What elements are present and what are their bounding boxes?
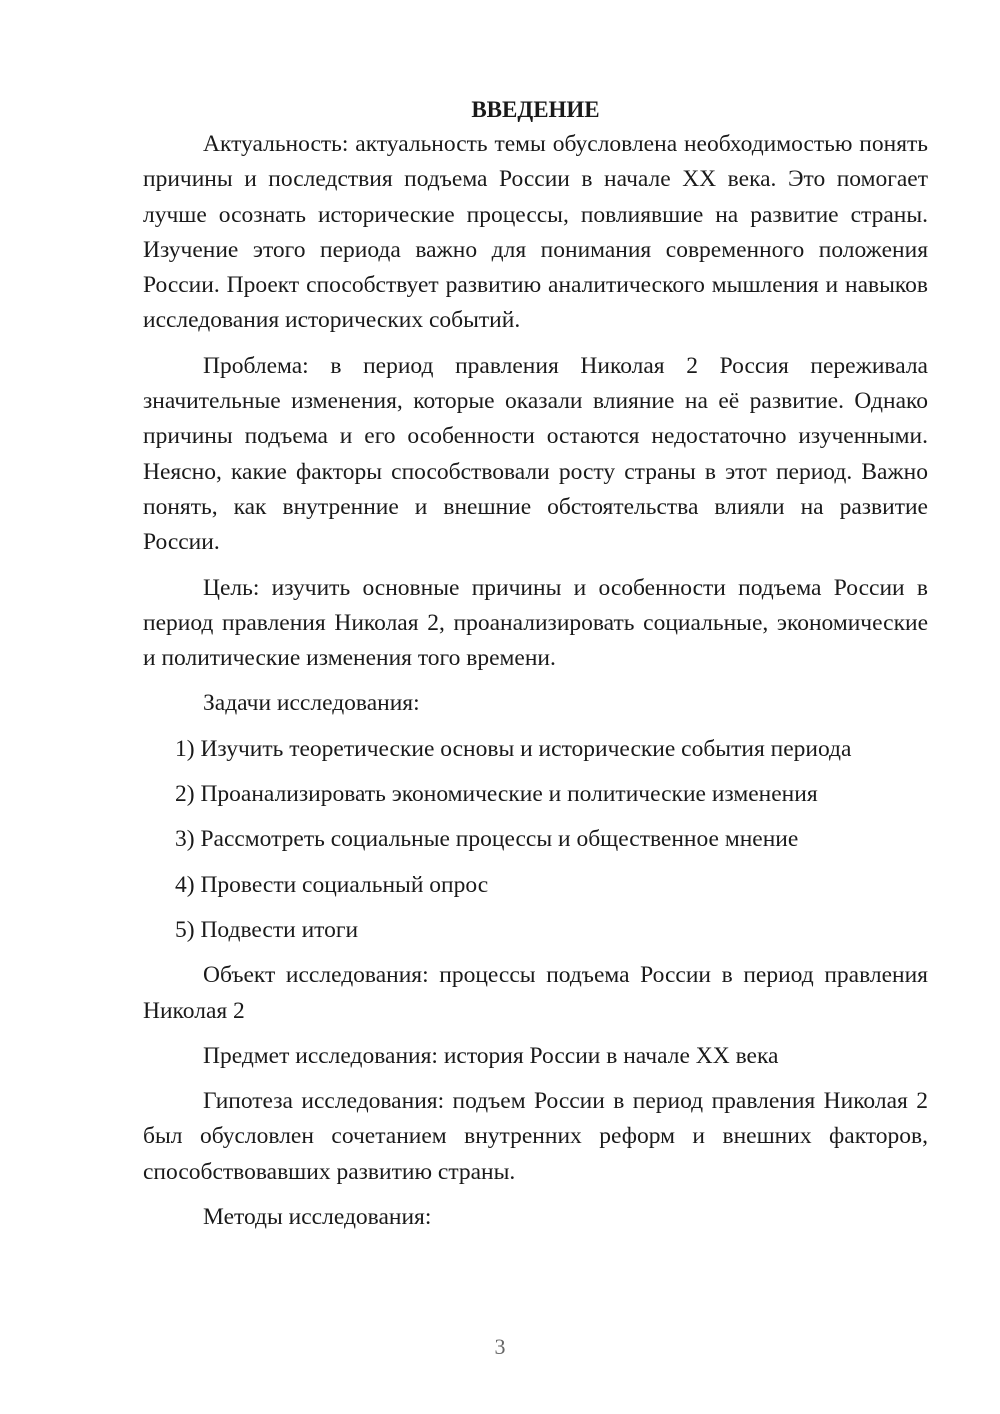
list-item: 5) Подвести итоги [175,916,359,943]
page-content [143,92,928,1235]
page-number: 3 [494,1334,506,1359]
methods-heading: Методы исследования: [203,1204,432,1231]
list-item: 2) Проанализировать экономические и политические изменения [175,781,818,808]
list-item: 4) Провести социальный опрос [175,871,489,898]
problem-paragraph: Проблема: в период правления Николая 2 Россия переживала значительные изменения, которые оказали влияние на её развитие. Однако причины подъема и его особенности остаются недостаточно изученными. Неясно, какие факторы способствовали росту страны в этот период. Важно понять, как внутренние и внешние обстоятельства влияли на развитие России. [143,352,928,556]
tasks-list [143,732,928,948]
object-paragraph: Объект исследования: процессы подъема России в период правления Николая 2 [143,962,928,1024]
hypothesis-paragraph: Гипотеза исследования: подъем России в период правления Николая 2 был обусловлен сочетанием внутренних реформ и внешних факторов, способствовавших развитию страны. [143,1088,928,1185]
list-item: 1) Изучить теоретические основы и исторические события периода [175,735,852,762]
relevance-paragraph: Актуальность: актуальность темы обусловлена необходимостью понять причины и последствия подъема России в начале XX века. Это помогает лучше осознать исторические процессы, повлиявшие на развитие страны. Изучение этого периода важно для понимания современного положения России. Проект способствует развитию аналитического мышления и навыков исследования исторических событий. [143,131,928,334]
goal-paragraph: Цель: изучить основные причины и особенности подъема России в период правления Николая 2, проанализировать социальные, экономические и политические изменения того времени. [143,574,928,672]
tasks-heading: Задачи исследования: [203,690,420,717]
list-item: 3) Рассмотреть социальные процессы и общественное мнение [175,826,799,853]
page-title: ВВЕДЕНИЕ [471,97,600,122]
subject-paragraph: Предмет исследования: история России в начале XX века [203,1042,779,1069]
